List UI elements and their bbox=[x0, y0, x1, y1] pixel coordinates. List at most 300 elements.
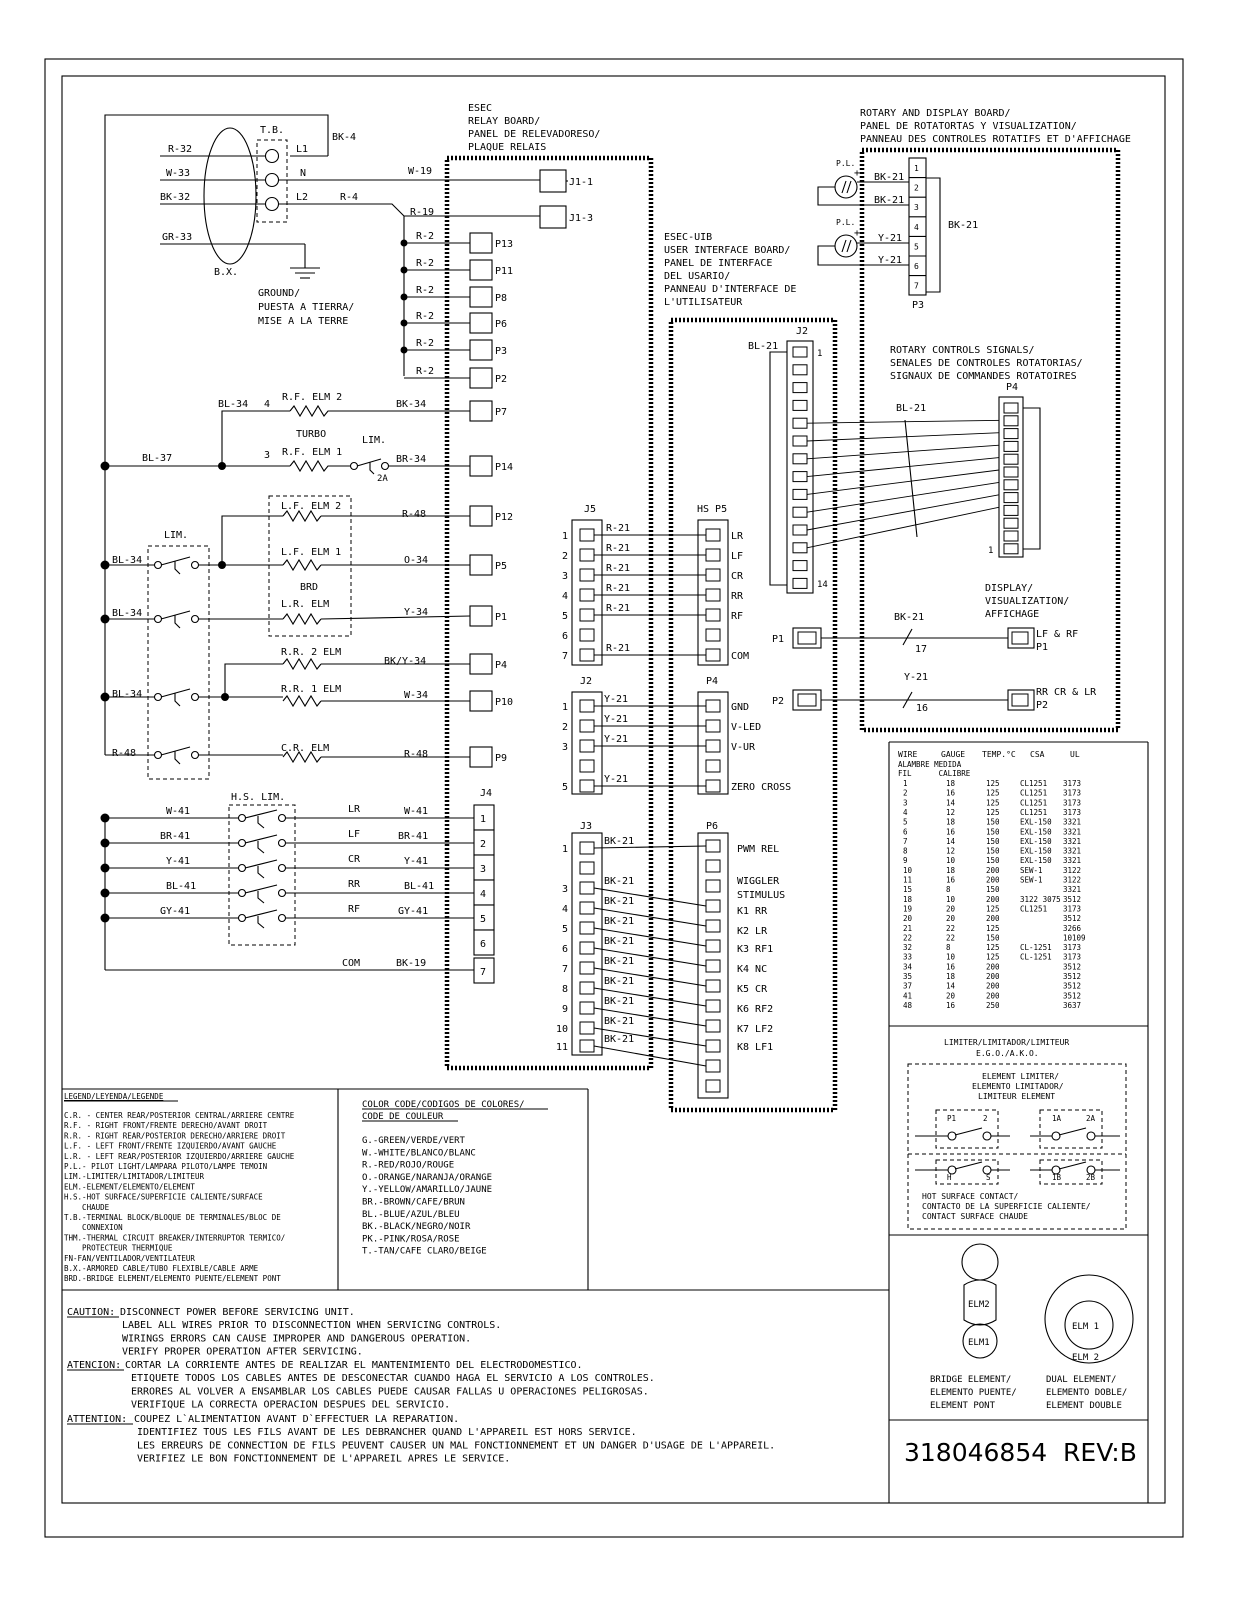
wire-table-cell: 3122 bbox=[1063, 875, 1082, 885]
bridge-line2: ELEMENTO PUENTE/ bbox=[930, 1388, 1017, 1398]
wire-bk32: BK-32 bbox=[160, 192, 191, 203]
j3-wire-label: BK-21 bbox=[604, 896, 635, 907]
lim-contact bbox=[192, 616, 199, 623]
wire-table-cell: 3173 bbox=[1063, 779, 1082, 788]
wire-table-cell: 125 bbox=[986, 807, 1000, 817]
display-p2-left: P2 bbox=[772, 696, 785, 707]
j5-wire-label: R-21 bbox=[606, 643, 631, 654]
j4-connector bbox=[474, 805, 494, 983]
j3-pin-number: 8 bbox=[562, 984, 569, 995]
color-line: BL.-BLUE/AZUL/BLEU bbox=[362, 1209, 460, 1220]
w34-label: W-34 bbox=[404, 690, 429, 701]
lim-contact bbox=[155, 752, 162, 759]
wire-table-cell: 3321 bbox=[1063, 827, 1082, 837]
j3-pin bbox=[580, 982, 594, 994]
wire-table-cell: 3512 bbox=[1063, 914, 1082, 924]
pl1-bk21-a: BK-21 bbox=[874, 172, 905, 183]
pin-number: 1 bbox=[562, 531, 569, 542]
j5-wire-label: R-21 bbox=[606, 583, 631, 594]
j3-wire-label: BK-21 bbox=[604, 976, 635, 987]
j3-pin-number: 7 bbox=[562, 964, 569, 975]
display-16: 16 bbox=[916, 703, 929, 714]
ground-line-2: PUESTA A TIERRA/ bbox=[258, 302, 355, 313]
wire-table-cell: 3173 bbox=[1063, 904, 1082, 914]
r2-junction bbox=[401, 267, 408, 274]
j2-wire-label: Y-21 bbox=[604, 774, 629, 785]
hs-contact bbox=[279, 815, 286, 822]
j4-pin-number: 6 bbox=[480, 939, 487, 950]
relay-pin-p14-label: P14 bbox=[495, 462, 514, 473]
color-title1: COLOR CODE/CODIGOS DE COLORES/ bbox=[362, 1100, 525, 1110]
lim-contact bbox=[155, 616, 162, 623]
relay-pin-p12-label: P12 bbox=[495, 512, 514, 523]
wire-table-cell: 125 bbox=[986, 923, 1000, 933]
rotary-p4-pin bbox=[1004, 480, 1018, 490]
wire-r32: R-32 bbox=[168, 144, 193, 155]
pin-number: 2 bbox=[562, 722, 569, 733]
caution-block bbox=[67, 1307, 775, 1465]
wire-table-cell: 14 bbox=[946, 798, 956, 808]
l2-label: L2 bbox=[296, 192, 309, 203]
relay-pin-p12 bbox=[470, 506, 492, 526]
wire-table-cell: 48 bbox=[903, 1000, 913, 1010]
hs-wire-left: GY-41 bbox=[160, 906, 191, 917]
attention-label: ATTENTION: bbox=[67, 1414, 128, 1425]
elements-legend bbox=[930, 1244, 1133, 1411]
uib-j2-pin bbox=[793, 525, 807, 535]
pin-function: ZERO CROSS bbox=[731, 782, 792, 793]
terminal-n bbox=[266, 174, 279, 187]
p3-pin-number: 6 bbox=[914, 262, 919, 271]
relay-board-line-1: ESEC bbox=[468, 103, 493, 114]
bk34-label: BK-34 bbox=[396, 399, 427, 410]
p6-pin bbox=[706, 1060, 720, 1072]
n4-label: 4 bbox=[264, 399, 271, 410]
display-lfrf: LF & RF bbox=[1036, 629, 1079, 640]
relay-pin-p4-label: P4 bbox=[495, 660, 508, 671]
lf-elm1-label: L.F. ELM 1 bbox=[281, 547, 342, 558]
ground-line-3: MISE A LA TERRE bbox=[258, 316, 349, 327]
r2-wire-label: R-2 bbox=[416, 285, 435, 296]
j4-title: J4 bbox=[480, 788, 493, 799]
pin-number: 2 bbox=[562, 551, 569, 562]
uib-j2-pin1-label: 1 bbox=[817, 349, 823, 359]
bk4-label: BK-4 bbox=[332, 132, 357, 143]
l1-label: L1 bbox=[296, 144, 309, 155]
p6-function: K2 LR bbox=[737, 926, 768, 937]
uib-line-6: L'UTILISATEUR bbox=[664, 297, 743, 308]
relay-pin-p14 bbox=[470, 456, 492, 476]
r2-junction bbox=[401, 320, 408, 327]
j3-pin-number: 11 bbox=[556, 1042, 569, 1053]
j3-pin bbox=[580, 962, 594, 974]
relay-pin-p1 bbox=[470, 606, 492, 626]
pin-function: LF bbox=[731, 551, 744, 562]
legend-block bbox=[64, 1092, 295, 1283]
terminal-l1 bbox=[266, 150, 279, 163]
uib-line-4: DEL USARIO/ bbox=[664, 271, 731, 282]
relay-pin-p5-label: P5 bbox=[495, 561, 508, 572]
legend-line: T.B.-TERMINAL BLOCK/BLOQUE DE TERMINALES/BLOC DE bbox=[64, 1213, 281, 1222]
pin-function: CR bbox=[731, 571, 744, 582]
j3-wire-label: BK-21 bbox=[604, 916, 635, 927]
wire-table-cell: SEW-1 bbox=[1020, 875, 1043, 885]
p6-pin bbox=[706, 1040, 720, 1052]
hs-contact-3: CONTACT SURFACE CHAUDE bbox=[922, 1212, 1028, 1221]
j3-pin bbox=[580, 1040, 594, 1052]
n3-label: 3 bbox=[264, 450, 271, 461]
color-title2: CODE DE COULEUR bbox=[362, 1112, 444, 1122]
wire-table-cell: 3173 bbox=[1063, 952, 1082, 962]
display-y21: Y-21 bbox=[904, 672, 929, 683]
r2-wire-label: R-2 bbox=[416, 231, 435, 242]
wire-table-cell: 10109 bbox=[1063, 933, 1086, 943]
wire-table-cell: 41 bbox=[903, 991, 913, 1001]
bx-label: B.X. bbox=[214, 267, 239, 278]
uib-line-5: PANNEAU D'INTERFACE DE bbox=[664, 284, 797, 295]
color-line: PK.-PINK/ROSA/ROSE bbox=[362, 1234, 460, 1245]
uib-j2-pin bbox=[793, 561, 807, 571]
rf-elm2-resistor bbox=[290, 406, 470, 416]
uib-j2-pin bbox=[793, 383, 807, 393]
legend-line: C.R. - CENTER REAR/POSTERIOR CENTRAL/ARRIERE CENTRE bbox=[64, 1111, 295, 1120]
lim-contact bbox=[155, 694, 162, 701]
wire-table-cell: 3512 bbox=[1063, 894, 1082, 904]
hs-position: RF bbox=[348, 904, 361, 915]
j5-wire-label: R-21 bbox=[606, 523, 631, 534]
wire-table-cell: 125 bbox=[986, 904, 1000, 914]
j3-wire-label: BK-21 bbox=[604, 876, 635, 887]
dual-elm2: ELM 2 bbox=[1072, 1353, 1100, 1363]
lf-elm2-label: L.F. ELM 2 bbox=[281, 501, 342, 512]
j3-pin bbox=[580, 842, 594, 854]
j2-wire-label: Y-21 bbox=[604, 734, 629, 745]
limiter-inner-2: ELEMENTO LIMITADOR/ bbox=[972, 1082, 1064, 1091]
rotary-p4-pin bbox=[1004, 403, 1018, 413]
j1-1-label: J1-1 bbox=[569, 177, 594, 188]
pin-number: 4 bbox=[562, 591, 569, 602]
color-line: BK.-BLACK/NEGRO/NOIR bbox=[362, 1222, 471, 1233]
connector-pin bbox=[580, 569, 594, 581]
p6-function: STIMULUS bbox=[737, 890, 786, 901]
p6-function: K1 RR bbox=[737, 906, 768, 917]
wire-table-cell: 10 bbox=[946, 894, 956, 904]
wire-table-cell: 200 bbox=[986, 914, 1000, 924]
connector-pin bbox=[580, 780, 594, 792]
relay-connectors bbox=[556, 504, 791, 1098]
relay-pin-p3-label: P3 bbox=[495, 346, 508, 357]
wire-table-cell: 150 bbox=[986, 856, 1000, 866]
wire-table-cell: 35 bbox=[903, 972, 913, 981]
hs-limiter-section bbox=[101, 788, 495, 983]
n-label: N bbox=[300, 168, 307, 179]
hs-contact bbox=[239, 865, 246, 872]
display-line-1: DISPLAY/ bbox=[985, 583, 1034, 594]
hs-junction bbox=[101, 839, 110, 848]
wire-table-cell: 10 bbox=[946, 856, 956, 866]
rotary-p4-wire-label: BL-21 bbox=[896, 403, 927, 414]
hs-wire-left: BL-41 bbox=[166, 881, 197, 892]
legend-line: H.S.-HOT SURFACE/SUPERFICIE CALIENTE/SURFACE bbox=[64, 1192, 263, 1202]
legend-line: PROTECTEUR THERMIQUE bbox=[64, 1243, 173, 1253]
p6-function: WIGGLER bbox=[737, 876, 780, 887]
y34-label: Y-34 bbox=[404, 607, 429, 618]
wire-table-cell: 22 bbox=[946, 923, 956, 933]
wire-table-cell: 8 bbox=[946, 943, 951, 953]
hs-wire-left: Y-41 bbox=[166, 856, 191, 867]
relay-pin-p5 bbox=[470, 555, 492, 575]
p3-pin-number: 2 bbox=[914, 183, 919, 193]
legend-line: R.R. - RIGHT REAR/POSTERIOR DERECHO/ARRIERE DROIT bbox=[64, 1131, 286, 1141]
uib-label bbox=[664, 232, 796, 308]
relay-pin-p11-label: P11 bbox=[495, 266, 514, 277]
wire-table-cell: 150 bbox=[986, 885, 1000, 895]
wire-table-cell: 5 bbox=[903, 817, 908, 827]
wire-table-cell: 150 bbox=[986, 836, 1000, 846]
hs-wire-right: BL-41 bbox=[404, 881, 435, 892]
p3-pin-number: 3 bbox=[914, 203, 919, 213]
br34-label: BR-34 bbox=[396, 454, 427, 465]
wire-table-cell: 18 bbox=[946, 972, 956, 981]
display-p1-left: P1 bbox=[772, 634, 785, 645]
j3-pin-number: 6 bbox=[562, 944, 569, 955]
caution-lines bbox=[120, 1307, 775, 1465]
connector-pin bbox=[706, 589, 720, 601]
uib-j2-pin bbox=[793, 472, 807, 482]
wire-table-cell: 20 bbox=[946, 914, 956, 924]
relay-pin-p9 bbox=[470, 747, 492, 767]
pin-number: 5 bbox=[562, 782, 569, 793]
j2-relay-title: J2 bbox=[580, 676, 593, 687]
j3-pin bbox=[580, 942, 594, 954]
wire-table-cell: CL-1251 bbox=[1020, 943, 1052, 953]
wire-table-cell: EXL-150 bbox=[1020, 836, 1052, 846]
p6-function: K8 LF1 bbox=[737, 1042, 774, 1053]
rotary-board-label bbox=[860, 108, 1131, 145]
p6-pin bbox=[706, 1020, 720, 1032]
r2-wire-label: R-2 bbox=[416, 338, 435, 349]
legend-line: FN-FAN/VENTILADOR/VENTILATEUR bbox=[64, 1253, 195, 1263]
hs-contact bbox=[279, 840, 286, 847]
legend-line: LIM.-LIMITER/LIMITADOR/LIMITEUR bbox=[64, 1172, 204, 1182]
ground-label bbox=[258, 288, 354, 327]
lim-contact bbox=[155, 562, 162, 569]
color-line: T.-TAN/CAFE CLARO/BEIGE bbox=[362, 1246, 487, 1257]
element-resistor bbox=[283, 560, 321, 570]
relay-pin-p6-label: P6 bbox=[495, 319, 508, 330]
dual-line2: ELEMENTO DOBLE/ bbox=[1046, 1388, 1128, 1398]
hs-wire-right: BR-41 bbox=[398, 831, 429, 842]
bk19-label: BK-19 bbox=[396, 958, 427, 969]
wire-table-cell: 3173 bbox=[1063, 807, 1082, 817]
pin-function: GND bbox=[731, 702, 750, 713]
uib-j2-pin bbox=[793, 347, 807, 357]
uib-j2-pin14-label: 14 bbox=[817, 580, 828, 590]
hs-contact bbox=[279, 890, 286, 897]
wire-table-cell: 3321 bbox=[1063, 846, 1082, 856]
wire-table-cell: 3266 bbox=[1063, 923, 1082, 933]
limiter-legend bbox=[908, 1038, 1126, 1229]
j3-pin-number: 9 bbox=[562, 1004, 569, 1015]
dual-line1: DUAL ELEMENT/ bbox=[1046, 1375, 1117, 1385]
pl2-label: P.L. bbox=[836, 218, 856, 227]
p4-relay-title: P4 bbox=[706, 676, 719, 687]
lim-contact bbox=[192, 752, 199, 759]
uib-j2-pin bbox=[793, 400, 807, 410]
legend-line: ELM.-ELEMENT/ELEMENTO/ELEMENT bbox=[64, 1182, 195, 1192]
wire-table-cell: CL1251 bbox=[1020, 779, 1048, 788]
p6-pin bbox=[706, 860, 720, 872]
pin-function: V-LED bbox=[731, 722, 762, 733]
caution-label: CAUTION: bbox=[67, 1307, 116, 1318]
wire-table-cell: 200 bbox=[986, 981, 1000, 991]
element-resistor bbox=[283, 659, 321, 669]
legend-line: CONNEXION bbox=[64, 1223, 123, 1233]
r2-junction bbox=[401, 240, 408, 247]
hs-contact bbox=[239, 890, 246, 897]
bky34-label: BK/Y-34 bbox=[384, 656, 427, 667]
wire-table-cell: 3321 bbox=[1063, 885, 1082, 895]
legend-lines bbox=[64, 1111, 295, 1283]
rotary-line-3: PANNEAU DES CONTROLES ROTATIFS ET D'AFFICHAGE bbox=[860, 134, 1131, 145]
element-resistor bbox=[283, 696, 321, 706]
p6-function: K3 RF1 bbox=[737, 944, 774, 955]
wire-table-cell: 3637 bbox=[1063, 1000, 1082, 1010]
wire-table-cell: 32 bbox=[903, 943, 913, 953]
wire-table-cell: SEW-1 bbox=[1020, 865, 1043, 875]
display-bk21: BK-21 bbox=[894, 612, 925, 623]
wire-table-cell: 8 bbox=[946, 885, 951, 895]
uib-line-1: ESEC-UIB bbox=[664, 232, 713, 243]
pin-function: COM bbox=[731, 651, 750, 662]
r2-wire-label: R-2 bbox=[416, 366, 435, 377]
connector-pin bbox=[706, 700, 720, 712]
attention-line: VERIFIEZ LE BON FONCTIONNEMENT DE L'APPAREIL APRES LE SERVICE. bbox=[137, 1453, 511, 1465]
p6-pin bbox=[706, 900, 720, 912]
pin-number: 5 bbox=[562, 611, 569, 622]
j4-pin-number: 3 bbox=[480, 864, 487, 875]
display-rrcrlr: RR CR & LR bbox=[1036, 687, 1097, 698]
relay-board-line-3: PANEL DE RELEVADORESO/ bbox=[468, 129, 601, 140]
wire-table-cell: 10 bbox=[903, 865, 913, 875]
hs-contact bbox=[279, 915, 286, 922]
p3-pin-number: 7 bbox=[914, 281, 919, 291]
wire-table-cell: 3512 bbox=[1063, 972, 1082, 981]
j1-1-pin bbox=[540, 170, 566, 192]
limiter-inner-1: ELEMENT LIMITER/ bbox=[982, 1072, 1060, 1081]
r48-left-label: R-48 bbox=[112, 748, 137, 759]
wire-table-cell: 125 bbox=[986, 788, 1000, 798]
pin-number: 6 bbox=[562, 631, 569, 642]
relay-pin-p2-label: P2 bbox=[495, 374, 508, 385]
lim-1b: 1B bbox=[1052, 1173, 1062, 1182]
wire-table-cell: 20 bbox=[946, 904, 956, 914]
color-line: Y.-YELLOW/AMARILLO/JAUNE bbox=[362, 1185, 493, 1196]
wire-table-cell: 3512 bbox=[1063, 991, 1082, 1001]
j3-pin bbox=[580, 882, 594, 894]
wire-table-cell: 20 bbox=[946, 991, 956, 1001]
uib-j2-connector bbox=[787, 341, 813, 593]
wire-table-cell: 33 bbox=[903, 952, 913, 962]
relay-board-label bbox=[468, 103, 600, 153]
wire-table-cell: 3122 bbox=[1063, 865, 1082, 875]
legend-title: LEGEND/LEYENDA/LEGENDE bbox=[64, 1092, 164, 1101]
hs-position: LF bbox=[348, 829, 361, 840]
pin-function: RF bbox=[731, 611, 744, 622]
hs-position: RR bbox=[348, 879, 361, 890]
j5-wire-label: R-21 bbox=[606, 563, 631, 574]
relay-pin-p8 bbox=[470, 287, 492, 307]
relay-pin-p3 bbox=[470, 340, 492, 360]
wire-table-cell: 3173 bbox=[1063, 788, 1082, 798]
rotary-p4-title: P4 bbox=[1006, 382, 1019, 393]
part-number: 318046854 REV:B bbox=[904, 1438, 1137, 1467]
com-label: COM bbox=[342, 958, 361, 969]
wire-table-cell: 125 bbox=[986, 943, 1000, 953]
bl34-row2-label: BL-34 bbox=[112, 608, 143, 619]
wt-h-temp: TEMP.°C bbox=[982, 750, 1016, 759]
r19-label: R-19 bbox=[410, 207, 435, 218]
display-line-2: VISUALIZATION/ bbox=[985, 596, 1070, 607]
tb-label: T.B. bbox=[260, 125, 285, 136]
j4-pin-number: 2 bbox=[480, 839, 487, 850]
wire-table-cell: 15 bbox=[903, 885, 913, 895]
wire-table-cell: CL1251 bbox=[1020, 904, 1048, 914]
uib-j2-pins bbox=[793, 347, 1003, 588]
o34-label: O-34 bbox=[404, 555, 429, 566]
wire-table-cell: 150 bbox=[986, 827, 1000, 837]
display-p2-right: P2 bbox=[1036, 700, 1049, 711]
wire-table-cell: 3321 bbox=[1063, 856, 1082, 866]
j3-pin-number: 4 bbox=[562, 904, 569, 915]
attention-line: IDENTIFIEZ TOUS LES FILS AVANT DE LES DEBRANCHER QUAND L'APPAREIL EST HORS SERVICE. bbox=[137, 1427, 637, 1439]
connector-pin bbox=[706, 569, 720, 581]
terminal-l2 bbox=[266, 198, 279, 211]
wire-rows bbox=[903, 779, 1086, 1010]
rotary-line-2: PANEL DE ROTATORTAS Y VISUALIZATION/ bbox=[860, 121, 1077, 132]
rotary-p4-pin bbox=[1004, 505, 1018, 515]
relay-pin-p13-label: P13 bbox=[495, 239, 514, 250]
pin-number: 3 bbox=[562, 742, 569, 753]
pin-number: 3 bbox=[562, 571, 569, 582]
caution-line: DISCONNECT POWER BEFORE SERVICING UNIT. bbox=[120, 1307, 355, 1318]
rotary-p4-pin bbox=[1004, 544, 1018, 554]
hs-contact bbox=[279, 865, 286, 872]
legend-line: B.X.-ARMORED CABLE/TUBO FLEXIBLE/CABLE ARME bbox=[64, 1264, 259, 1273]
wire-w33: W-33 bbox=[166, 168, 191, 179]
j1-3-label: J1-3 bbox=[569, 213, 594, 224]
cr-elm-label: C.R. ELM bbox=[281, 743, 330, 754]
hs-contact bbox=[239, 815, 246, 822]
j1-3-pin bbox=[540, 206, 566, 228]
wire-table-cell: 250 bbox=[986, 1000, 1000, 1010]
connector-pin bbox=[706, 720, 720, 732]
bl34-top-label: BL-34 bbox=[218, 399, 249, 410]
wire-table-cell: 18 bbox=[946, 817, 956, 827]
r2-junction bbox=[401, 347, 408, 354]
wt-h-csa: CSA bbox=[1030, 750, 1045, 759]
attention-line: LES ERREURS DE CONNECTION DE FILS PEUVENT CAUSER UN MAL FONCTIONNEMENT ET UN DANGER D'USAGE DE L'APPAREIL. bbox=[137, 1440, 776, 1452]
relay-pin-p4 bbox=[470, 654, 492, 674]
legend-line: THM.-THERMAL CIRCUIT BREAKER/INTERRUPTOR TERMICO/ bbox=[64, 1233, 286, 1243]
elements-section bbox=[101, 392, 471, 779]
j3-wire-label: BK-21 bbox=[604, 836, 635, 847]
connector-pin bbox=[706, 780, 720, 792]
p6-function: PWM REL bbox=[737, 844, 780, 855]
uib-j2-pin bbox=[793, 543, 807, 553]
pin-function: RR bbox=[731, 591, 744, 602]
p6-pin bbox=[706, 1080, 720, 1092]
